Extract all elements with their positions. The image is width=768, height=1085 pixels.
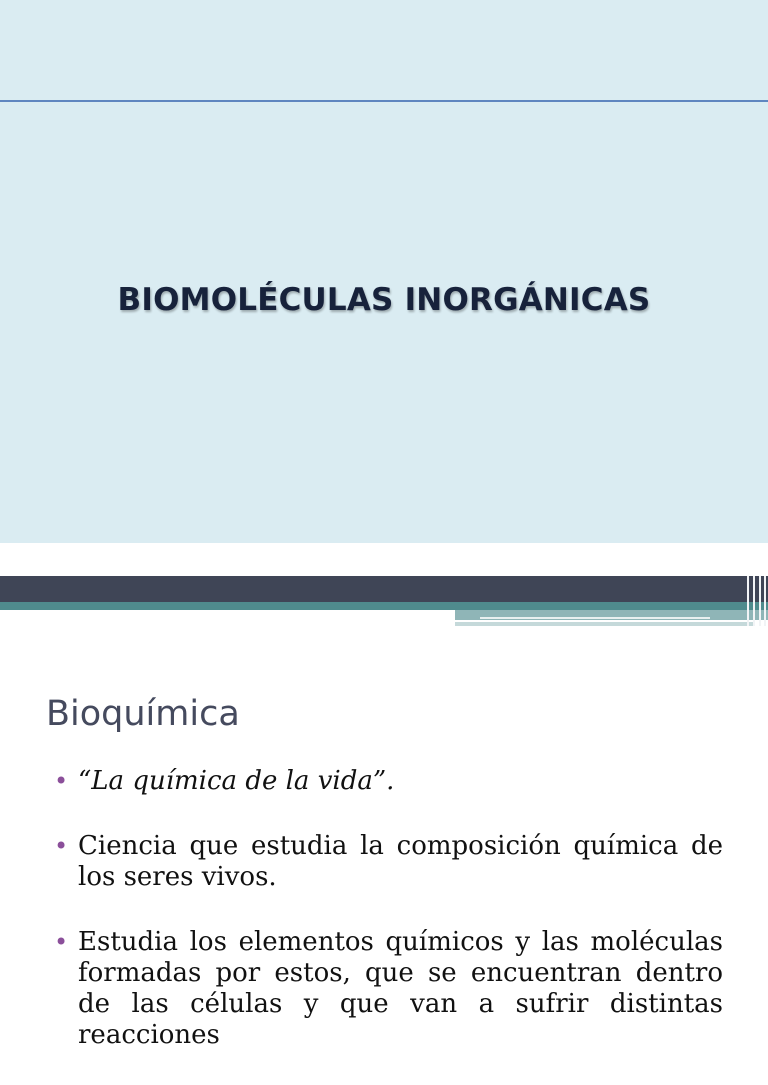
header-band-teal: [0, 602, 768, 610]
bullet-text: Ciencia que estudia la composición química de los seres vivos.: [78, 831, 723, 892]
bullet-item: [52, 831, 723, 893]
bullet-list: [52, 766, 723, 1085]
bullet-item: [52, 766, 723, 797]
bullet-icon: •: [54, 928, 69, 956]
stripe: [764, 576, 766, 626]
bullet-text: Estudia los elementos químicos y las moléculas formadas por estos, que se encuentran dentro de las células y que van a sufrir distintas reacciones: [78, 927, 723, 1050]
slide-title: BIOMOLÉCULAS INORGÁNICAS: [117, 282, 651, 318]
header-band-highlight: [480, 617, 710, 619]
stripe: [759, 576, 761, 626]
stripe: [753, 576, 755, 626]
bullet-item: [52, 927, 723, 1051]
header-stripes-decoration: [744, 576, 768, 626]
header-band-thin-line: [455, 622, 755, 626]
stripe: [747, 576, 749, 626]
header-divider-line: [0, 100, 768, 102]
header-band-dark: [0, 576, 768, 602]
bullet-icon: •: [54, 832, 69, 860]
content-slide: [0, 576, 768, 1050]
bullet-icon: •: [54, 767, 69, 795]
slide-heading: Bioquímica: [46, 694, 240, 734]
bullet-text: “La química de la vida”.: [78, 766, 395, 796]
slide-separator: [0, 543, 768, 576]
